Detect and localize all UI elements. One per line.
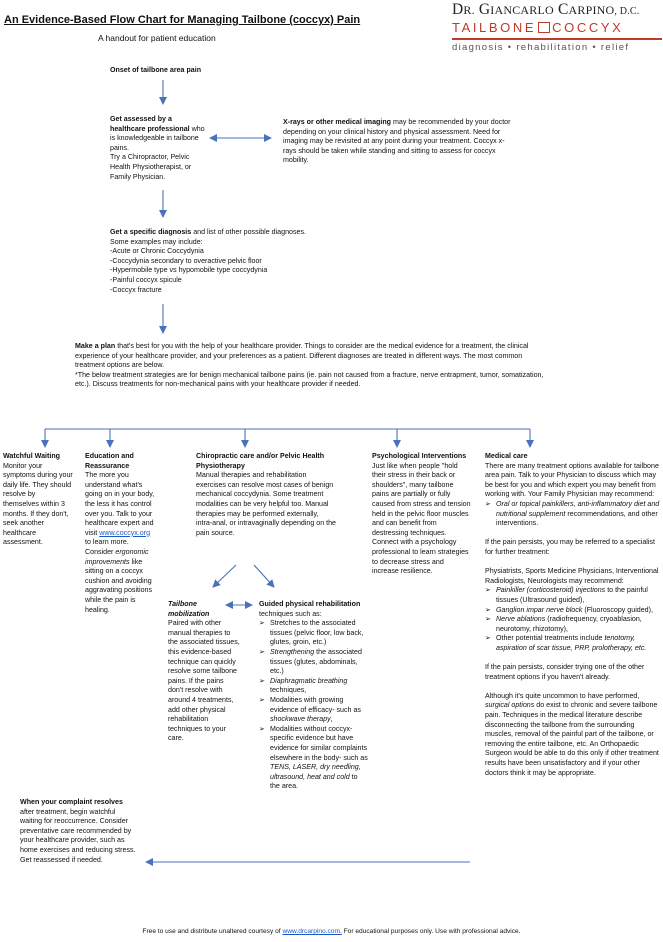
education-box: Education and Reassurance The more you understand what's going on in your body, the less it has control over you. Talk to your healthcare expert and visit www.coccyx.org to learn more. Consider ergonomic improvements like sitting on a coccyx cushion and avoiding aggravating positions while the pain is healing. — [85, 452, 155, 614]
medical-item: ➢ Oral or topical painkillers, anti-inflammatory diet and nutritional supplement recommendations, and other interventions. — [485, 500, 660, 529]
guided-item: ➢ Modalities without coccyx-specific evidence but have evidence for similar complaints elsewhere in the body- such as TENS, LASER, dry needling, ultrasound, heat and cold to the area. — [259, 725, 369, 792]
xray-box: X-rays or other medical imaging may be recommended by your doctor depending on your clinical history and physical assessment. Need for imaging may be revisited at any point during your treatment. Coccyx x-rays should be taken while standing and sitting to assess for coccyx mobility. — [283, 118, 511, 165]
resolves-box: When your complaint resolves after treatment, begin watchful waiting for reoccurrence. Consider preventative care recommended by your healthcare provider, such as home exercises and reducing stress. Get reassessed if needed. — [20, 798, 136, 864]
diagnosis-item: -Hypermobile type vs hypomobile type coccydynia — [110, 266, 268, 275]
guided-item: ➢ Modalities with growing evidence of efficacy- such as shockwave therapy, — [259, 696, 369, 725]
logo-tagline: diagnosis • rehabilitation • relief — [452, 42, 630, 53]
medical-item: ➢ Painkiller (corticosteroid) injections to the painful tissues (Ultrasound guided), — [485, 586, 660, 605]
diagnosis-item: -Painful coccyx spicule — [110, 275, 182, 284]
guided-item: ➢ Stretches to the associated tissues (pelvic floor, low back, glutes, groin, etc.) — [259, 619, 369, 648]
medical-item: ➢ Ganglion impar nerve block (Fluoroscopy guided), — [485, 606, 660, 616]
drcarpino-link[interactable]: www.drcarpino.com. — [282, 928, 342, 935]
medical-box: Medical care There are many treatment options available for tailbone area pain. Talk to your Physician to discuss which may be best for you and which expert you may benefit from working with. Your Family Physician may recommend: ➢ Oral or topical painkillers, anti-inflammatory diet and nutritional supplement recommendations, and other interventions. If the pain persists, you may be referred to a specialist for further treatment: Physiatrists, Sports Medicine Physicians, Interventional Radiologists, Neurologists may recommend: ➢ Painkiller (corticosteroid) injections to the painful tissues (Ultrasound guided), ➢ Ganglion impar nerve block (Fluoroscopy guided), ➢ Nerve ablations (radiofrequency, cryoablasion, neurotomy, rhizotomy), ➢ Other potential treatments include tenotomy, aspiration of scar tissue, PRP, prolotherapy, etc. If the pain persists, consider trying one of the other treatment options if you haven't already. Although it's quite uncommon to have performed, surgical options do exist to chronic and severe tailbone pain. Techniques in the medical literature describe disconnecting the tailbone from the surrounding muscles, removal of the painful part of the tailbone, or removing the entire tailbone, etc. An Orthopaedic Surgeon would be able to do this only if other treatment results have been unsatisfactory and if your other doctors think it may be appropriate. — [485, 452, 660, 778]
onset-box: Onset of tailbone area pain — [110, 66, 202, 74]
plan-box: Make a plan that's best for you with the help of your healthcare provider. Things to consider are the medical evidence for a treatment, the clinical experience of your healthcare provider, and your preferences as a patient. Different diagnoses are treated in different ways. The most common treatment options are below. *The below treatment strategies are for benign mechanical tailbone pains (ie. pain not caused from a fracture, nerve entrapment, tumor, somatization, etc.). Discuss treatments for non-mechanical pains with your healthcare provider if needed. — [75, 342, 544, 389]
logo-brand: TAILBONE COCCYX — [452, 20, 624, 35]
mobilization-box: Tailbone mobilization Paired with other manual therapies to the associated tissues, this evidence-based technique can quickly resolve some tailbone pains. If the pains don't resolve with around 4 treatments, add other physical rehabilitation techniques to your care. — [168, 600, 240, 743]
diagnosis-box: Get a specific diagnosis and list of other possible diagnoses. Some examples may include: -Acute or Chronic Coccydynia -Coccydynia secondary to overactive pelvic floor -Hypermobile type vs hypomobile type coccydynia -Painful coccyx spicule -Coccyx fracture — [110, 228, 340, 295]
medical-item: ➢ Nerve ablations (radiofrequency, cryoablasion, neurotomy, rhizotomy), — [485, 615, 660, 634]
psych-box: Psychological Interventions Just like when people "hold their stress in their back or shoulders", many tailbone pains are partially or fully caused from stress and tension held in the pelvic floor muscles and can benefit from destressing techniques. Connect with a psychology professional to learn strategies to decrease stress and increase resilience. — [372, 452, 471, 576]
diagnosis-item: -Coccydynia secondary to overactive pelvic floor — [110, 256, 262, 265]
assess-box: Get assessed by a healthcare professional who is knowledgeable in tailbone pains. Try a Chiropractor, Pelvic Health Physiotherapist, or Family Physician. — [110, 115, 205, 181]
medical-item: ➢ Other potential treatments include tenotomy, aspiration of scar tissue, PRP, prolotherapy, etc. — [485, 634, 660, 653]
logo-divider — [452, 38, 662, 40]
coccyx-org-link[interactable]: www.coccyx.org — [99, 528, 151, 537]
guided-item: ➢ Strengthening the associated tissues (glutes, abdominals, etc.) — [259, 648, 369, 677]
watchful-box: Watchful Waiting Monitor your symptoms during your daily life. They should resolve by themselves within 3 months. If they don't, seek another healthcare assessment. — [3, 452, 73, 547]
arrow-chiro-to-mobilization — [213, 565, 236, 587]
logo-square-icon — [538, 22, 550, 33]
diagnosis-item: -Coccyx fracture — [110, 285, 162, 294]
chiro-box: Chiropractic care and/or Pelvic Health Physiotherapy Manual therapies and rehabilitation exercises can resolve most cases of benign mechanical coccydynia. Some treatment modalities can be very helpful too. Manual therapies may be performed externally, intra-anal, or intravaginally depending on the pain source. — [196, 452, 336, 537]
arrow-chiro-to-guided — [254, 565, 274, 587]
guided-item: ➢ Diaphragmatic breathing techniques, — [259, 677, 369, 696]
logo-name: DR. GIANCARLO CARPINO, D.C. — [452, 1, 640, 18]
page-subtitle: A handout for patient education — [98, 33, 216, 43]
guided-box: Guided physical rehabilitation techniques such as: ➢ Stretches to the associated tissues (pelvic floor, low back, glutes, groin, etc.) ➢ Strengthening the associated tissues (glutes, abdominals, etc.) ➢ Diaphragmatic breathing techniques, ➢ Modalities with growing evidence of efficacy- such as shockwave therapy, ➢ Modalities without coccyx-specific evidence but have evidence for similar complaints elsewhere in the body- such as TENS, LASER, dry needling, ultrasound, heat and cold to the area. — [259, 600, 369, 792]
diagnosis-item: -Acute or Chronic Coccydynia — [110, 247, 204, 256]
footer: Free to use and distribute unaltered courtesy of www.drcarpino.com. For educational purposes only. Use with professional advice. — [142, 928, 521, 935]
page-title: An Evidence-Based Flow Chart for Managing Tailbone (coccyx) Pain — [4, 14, 361, 26]
